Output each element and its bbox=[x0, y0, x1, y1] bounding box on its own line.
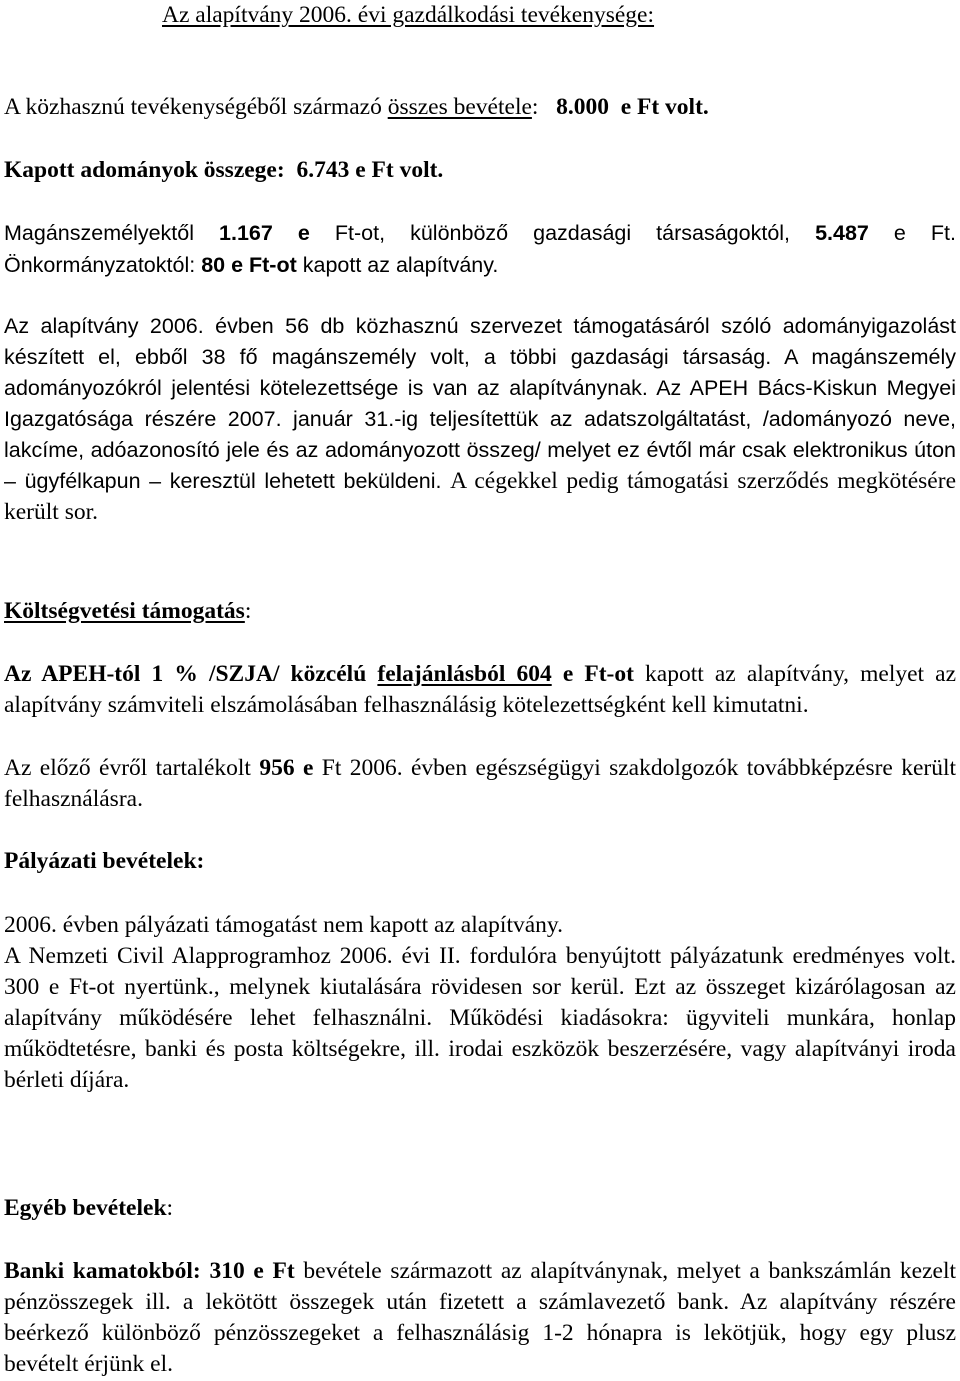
bank-interest-paragraph bbox=[4, 1256, 956, 1380]
companies-unit: e Ft. bbox=[893, 221, 956, 245]
tax-offering-bold: Az APEH-tól 1 % /SZJA/ közcélú bbox=[4, 661, 367, 687]
donations-amount: 6.743 bbox=[296, 157, 350, 183]
document-title-text: Az alapítvány 2006. évi gazdálkodási tevékenysége: bbox=[162, 2, 655, 28]
tax-offering-rest: kapott az alapítvány, melyet az alapítvány számviteli elszámolásában felhasználásig kötelezettségként kell kimutatni. bbox=[4, 661, 957, 718]
budget-support-heading bbox=[4, 596, 956, 627]
donations-unit: e Ft volt. bbox=[355, 157, 444, 183]
company-contracts-text: A cégekkel pedig támogatási szerződés megkötésére került sor. bbox=[4, 468, 956, 525]
donation-sources-line-2 bbox=[4, 250, 956, 281]
total-income-line bbox=[4, 92, 956, 123]
other-income-heading-colon: : bbox=[166, 1195, 174, 1221]
reserve-amount: 956 bbox=[259, 755, 295, 781]
document-title bbox=[162, 0, 960, 31]
other-income-heading bbox=[4, 1193, 956, 1224]
budget-support-heading-text: Költségvetési támogatás bbox=[4, 598, 245, 624]
private-donors-amount: 1.167 bbox=[219, 221, 273, 245]
other-income-heading-text: Egyéb bevételek bbox=[4, 1195, 167, 1221]
donation-sources-line-1 bbox=[4, 218, 956, 249]
income-amount: 8.000 bbox=[556, 94, 609, 120]
reserve-paragraph bbox=[4, 753, 956, 815]
bank-interest-amount: Banki kamatokból: 310 e Ft bbox=[4, 1258, 295, 1284]
tax-offering-paragraph bbox=[4, 659, 956, 721]
private-donors-label: Magánszemélyektől bbox=[4, 221, 195, 245]
municipal-amount: 80 e Ft-ot bbox=[201, 253, 297, 277]
reserve-label: Az előző évről tartalékolt bbox=[4, 755, 251, 781]
tax-offering-amount: felajánlásból 604 bbox=[377, 661, 552, 687]
ncap-grant-text: A Nemzeti Civil Alapprogramhoz 2006. évi II. fordulóra benyújtott pályázatunk eredményes volt. 300 e Ft-ot nyertünk., melynek kiutalására rövidesen sor kerül. Ezt az összeget kizárólagosan az alapítvány működésére lehet felhasználni. Működési kiadásokra: ügyviteli munkára, honlap működtetésre, banki és posta költségekre, ill. irodai eszközök beszerzésére, vagy alapítványi iroda bérleti díjára. bbox=[4, 943, 956, 1093]
tax-offering-unit: e Ft-ot bbox=[562, 661, 634, 687]
ncap-grant-paragraph bbox=[4, 941, 956, 1096]
grants-heading-text: Pályázati bevételek: bbox=[4, 848, 205, 874]
reserve-unit: e bbox=[302, 755, 314, 781]
grants-no-support-text: 2006. évben pályázati támogatást nem kapott az alapítvány. bbox=[4, 912, 564, 938]
grants-heading bbox=[4, 846, 956, 877]
income-label: A közhasznú tevékenységéből származó bbox=[4, 94, 388, 120]
certificates-text: Az alapítvány 2006. évben 56 db közhasznú szervezet támogatásáról szóló adományigazolást készített el, ebből 38 fő magánszemély volt, a többi gazdasági társaság. A magánszemély adományozókról jelentési kötelezettsége is van az alapítványnak. Az APEH Bács-Kiskun Megyei Igazgatósága részére 2007. január 31.-ig teljesítettük az adatszolgáltatást, /adományozó neve, lakcíme, adóazonosító jele és az adományozott összeg/ melyet ez évtől már csak elektronikus úton – ügyfélkapun – keresztül lehetett beküldeni. bbox=[4, 314, 956, 493]
companies-amount: 5.487 bbox=[815, 221, 869, 245]
donations-label: Kapott adományok összege: bbox=[4, 157, 285, 183]
municipal-suffix: kapott az alapítvány. bbox=[302, 253, 499, 277]
certificates-paragraph bbox=[4, 311, 956, 528]
income-label-underlined: összes bevétele bbox=[387, 94, 532, 120]
grants-no-support bbox=[4, 910, 956, 941]
income-label-colon: : bbox=[531, 94, 539, 120]
donations-line bbox=[4, 155, 956, 186]
income-unit: e Ft volt. bbox=[620, 94, 709, 120]
reserve-rest: Ft 2006. évben egészségügyi szakdolgozók továbbképzésre került felhasználásra. bbox=[4, 755, 957, 812]
bank-interest-text: bevétele származott az alapítványnak, melyet a bankszámlán kezelt pénzösszegek ill. a lekötött összegek után fizetett a számlavezető bank. Az alapítvány részére beérkező különböző pénzösszegeket a felhasználásig 1-2 hónapra is lekötjük, hogy egy plusz bevételt érjünk el. bbox=[4, 1258, 957, 1377]
companies-label: Ft-ot, különböző gazdasági társaságoktól, bbox=[334, 221, 791, 245]
private-donors-unit: e bbox=[297, 221, 310, 245]
municipal-label: Önkormányzatoktól: bbox=[4, 253, 196, 277]
budget-support-heading-colon: : bbox=[244, 598, 252, 624]
